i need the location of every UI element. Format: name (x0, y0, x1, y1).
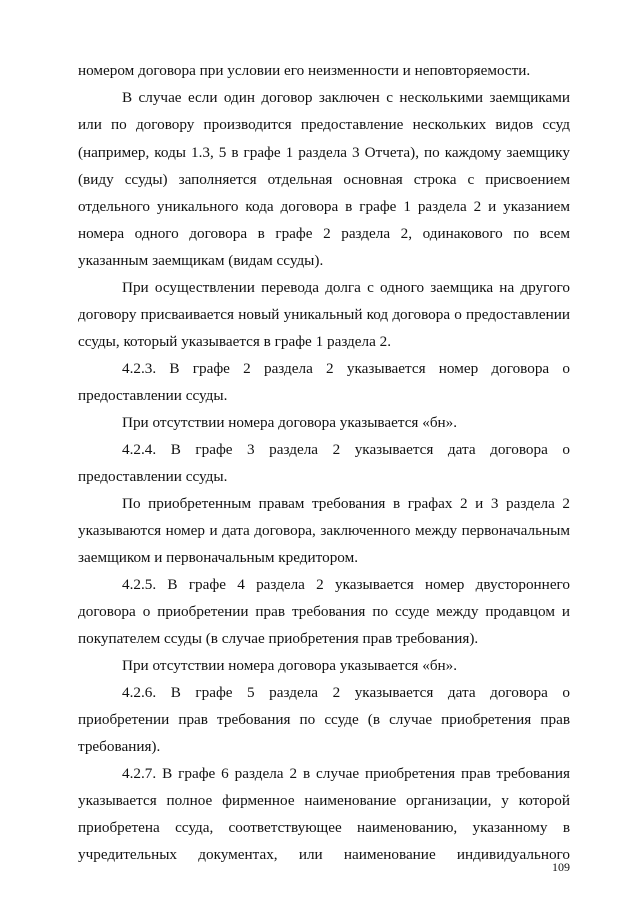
text-line: номером договора при условии его неизменности и неповторяемости. (78, 62, 531, 79)
text-line: номера одного договора в графе 2 раздела 2, одинакового по всем (78, 225, 570, 242)
text-line: 4.2.5. В графе 4 раздела 2 указывается номер двустороннего (122, 576, 570, 593)
text-line: отдельного уникального кода договора в графе 1 раздела 2 и указанием (78, 198, 570, 215)
text-line: указанным заемщикам (видам ссуды). (78, 252, 324, 269)
text-line: (например, коды 1.3, 5 в графе 1 раздела 3 Отчета), по каждому заемщику (78, 144, 570, 161)
text-line: 4.2.4. В графе 3 раздела 2 указывается дата договора о (122, 441, 570, 458)
text-line: указывается полное фирменное наименование организации, у которой (78, 792, 570, 809)
text-line: 4.2.6. В графе 5 раздела 2 указывается дата договора о (122, 684, 570, 701)
page-number: 109 (552, 860, 570, 874)
text-line: При отсутствии номера договора указывается «бн». (122, 414, 458, 431)
text-line: покупателем ссуды (в случае приобретения прав требования). (78, 630, 479, 647)
text-line: ссуды, который указывается в графе 1 раздела 2. (78, 333, 392, 350)
text-line: учредительных документах, или наименование индивидуального (78, 846, 570, 863)
text-line: требования). (78, 738, 161, 755)
text-line: предоставлении ссуды. (78, 468, 228, 485)
text-line: указываются номер и дата договора, заключенного между первоначальным (78, 522, 570, 539)
text-line: В случае если один договор заключен с несколькими заемщиками (122, 89, 570, 106)
text-line: договору присваивается новый уникальный код договора о предоставлении (78, 306, 570, 323)
text-line: По приобретенным правам требования в графах 2 и 3 раздела 2 (122, 495, 570, 512)
text-line: предоставлении ссуды. (78, 387, 228, 404)
text-line: При осуществлении перевода долга с одного заемщика на другого (122, 279, 570, 296)
text-line: договора о приобретении прав требования по ссуде между продавцом и (78, 603, 570, 620)
text-line: При отсутствии номера договора указывается «бн». (122, 657, 458, 674)
text-line: 4.2.7. В графе 6 раздела 2 в случае приобретения прав требования (122, 765, 570, 782)
text-line: приобретена ссуда, соответствующее наименованию, указанному в (78, 819, 570, 836)
text-line: приобретении прав требования по ссуде (в случае приобретения прав (78, 711, 570, 728)
text-line: или по договору производится предоставление нескольких видов ссуд (78, 116, 570, 133)
text-line: 4.2.3. В графе 2 раздела 2 указывается номер договора о (122, 360, 570, 377)
text-line: заемщиком и первоначальным кредитором. (78, 549, 359, 566)
text-line: (виду ссуды) заполняется отдельная основная строка с присвоением (78, 171, 570, 188)
